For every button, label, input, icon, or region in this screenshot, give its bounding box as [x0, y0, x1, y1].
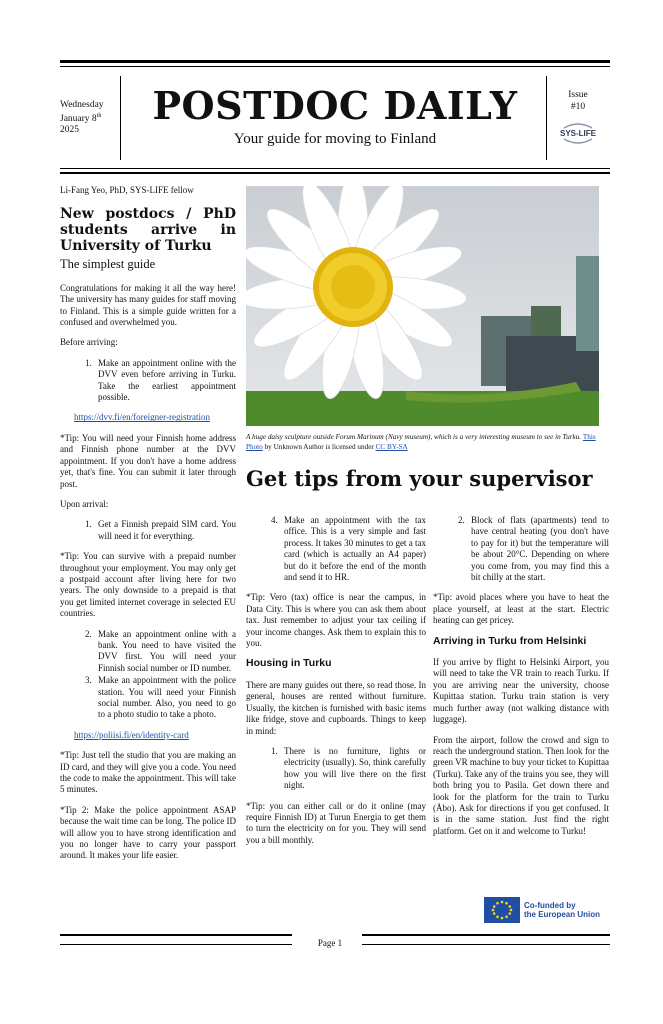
upon-list [60, 519, 236, 542]
masthead-divider-right [546, 76, 547, 160]
column-middle [246, 515, 426, 855]
issue-date [60, 100, 120, 136]
newspaper-title: POSTDOC DAILY [152, 83, 518, 128]
daisy-sculpture-photo [246, 186, 599, 426]
footer-rule-top-left [60, 934, 292, 936]
list-item: 2. Make an appointment online with a bank. You need to have visited the DVV first. You will need your Finnish social number or ID number. [94, 629, 236, 675]
eu-flag-icon [484, 897, 520, 923]
before-list [60, 358, 236, 404]
footer-rule-bottom-left [60, 944, 292, 945]
article-deck: The simplest guide [60, 257, 156, 272]
list-item: 2. Block of flats (apartments) tend to have central heating (you don't have to pay for it) but the temperature will be about 20°C. Depending on where you come from, you may find this a bit chilly at the start. [467, 515, 609, 583]
intro-paragraph: Congratulations for making it all the way here! The university has many guides for staff moving to Finland. This is a simple guide written for a confused and overwhelmed you. [60, 282, 236, 328]
tip-paragraph: *Tip: You will need your Finnish home address and Finnish phone number at the DVV appointment. If you don't have a home address yet, that's fine. You can submit it later through post. [60, 432, 236, 489]
flats-list [433, 515, 609, 583]
before-arriving-label: Before arriving: [60, 337, 118, 348]
police-link[interactable]: https://poliisi.fi/en/identity-card [74, 729, 189, 740]
author-byline: Li-Fang Yeo, PhD, SYS-LIFE fellow [60, 185, 194, 195]
tip-paragraph: *Tip: You can survive with a prepaid number throughout your employment. You may only get a postpaid account after living here for two years. The only downside to a prepaid is that you get limited internet coverage in selected EU countries. [60, 551, 236, 619]
photo-caption: A huge daisy sculpture outside Forum Marinum (Navy museum), which is a very interesting museum to see in Turku. This Photo by Unknown Author is licensed under CC BY-SA [246, 433, 596, 451]
top-rule-thin [60, 66, 610, 67]
tip-paragraph: *Tip: Vero (tax) office is near the campus, in Data City. This is where you can ask them about tax. Just remember to adjust your tax ceiling if your income changes. Ask them to explain this to you. [246, 592, 426, 649]
photo-credit-link[interactable]: This Photo [246, 433, 596, 451]
tip-paragraph: *Tip 2: Make the police appointment ASAP because the wait time can be long. The police ID will allow you to have strong identification and you no longer have to carry your passport around. It makes your life easier. [60, 804, 236, 861]
list-item: 4. Make an appointment with the tax office. This is a very simple and fast process. It takes 30 minutes to get a tax card (which is actually an A4 paper) but do it before the end of the month and send it to HR. [280, 515, 426, 583]
housing-heading: Housing in Turku [246, 657, 332, 670]
masthead-rule-thick [60, 172, 610, 174]
sys-life-logo [556, 118, 600, 148]
day: Wednesday [60, 100, 104, 110]
date: January 8th [60, 113, 102, 125]
top-rule-thick [60, 60, 610, 63]
upon-arrival-label: Upon arrival: [60, 498, 109, 509]
footer-rule-top-right [362, 934, 610, 936]
masthead-rule-thin [60, 168, 610, 169]
newspaper-subtitle: Your guide for moving to Finland [233, 131, 437, 147]
column-left [60, 185, 236, 871]
masthead-divider-left [120, 76, 121, 160]
svg-text:SYS-LIFE: SYS-LIFE [559, 129, 597, 138]
page-number: Page 1 [317, 938, 343, 948]
column-right [433, 515, 609, 846]
article-headline: New postdocs / PhD students arrive in University of Turku [60, 206, 236, 255]
tip-paragraph: *Tip: avoid places where you have to heat the place yourself, at least at the start. Electric heating can get pricey. [433, 592, 609, 626]
license-link[interactable]: CC BY-SA [375, 442, 408, 451]
list-item: 1. Make an appointment online with the DVV even before arriving in Turku. Take the earliest appointment possible. [94, 358, 236, 404]
eu-cofunded-logo [484, 897, 604, 923]
bank-police-list [60, 629, 236, 721]
tip-paragraph: *Tip: Just tell the studio that you are making an ID card, and they will give you a code. You need the code to make the appointment. This will take 5 minutes. [60, 750, 236, 795]
list-item: 3. Make an appointment with the police station. You will need your Finnish social number. Also, you need to go to a photo studio to take a photo. [94, 675, 236, 721]
dvv-link[interactable]: https://dvv.fi/en/foreigner-registration [74, 412, 210, 423]
list-item: 1. Get a Finnish prepaid SIM card. You will need it for everything. [94, 519, 236, 542]
housing-paragraph: There are many guides out there, so read those. In general, houses are rented without furniture. Usually, the kitchen is furnished with basic items like fridge, stove and cupboards. Things to keep in mind: [246, 679, 426, 736]
footer-rule-bottom-right [362, 944, 610, 945]
helsinki-heading: Arriving in Turku from Helsinki [433, 634, 587, 647]
helsinki-paragraph: From the airport, follow the crowd and sign to reach the underground station. Then look for the green VR machine to buy your ticket to Kupittaa (Turku). Take any of the trains you see, they will both bring you to Pasila. Get down there and look for the platform for the train to Turku (Åbo). Ask for directions if you get confused. It is in the same station. Just find the right platform. Get on it and welcome to Turku! [433, 734, 609, 836]
tip-paragraph: *Tip: you can either call or do it online (may require Finnish ID) at Turun Energia to get them to turn the electricity on for you. They will send you a bill monthly. [246, 800, 426, 845]
year: 2025 [60, 125, 79, 136]
eu-text: Co-funded by the European Union [524, 900, 600, 919]
tax-list [246, 515, 426, 583]
housing-list [246, 746, 426, 792]
list-item: 1. There is no furniture, lights or electricity (usually). So, think carefully how you will live there on the first night. [280, 746, 426, 792]
helsinki-paragraph: If you arrive by flight to Helsinki Airport, you will need to take the VR train to reach Turku. If you are arriving near the university, choose Kupittaa station. Turku train station is very much further away (not walking distance with luggage). [433, 657, 609, 725]
issue-number: Issue #10 [568, 90, 588, 112]
section-headline: Get tips from your supervisor [246, 466, 593, 491]
